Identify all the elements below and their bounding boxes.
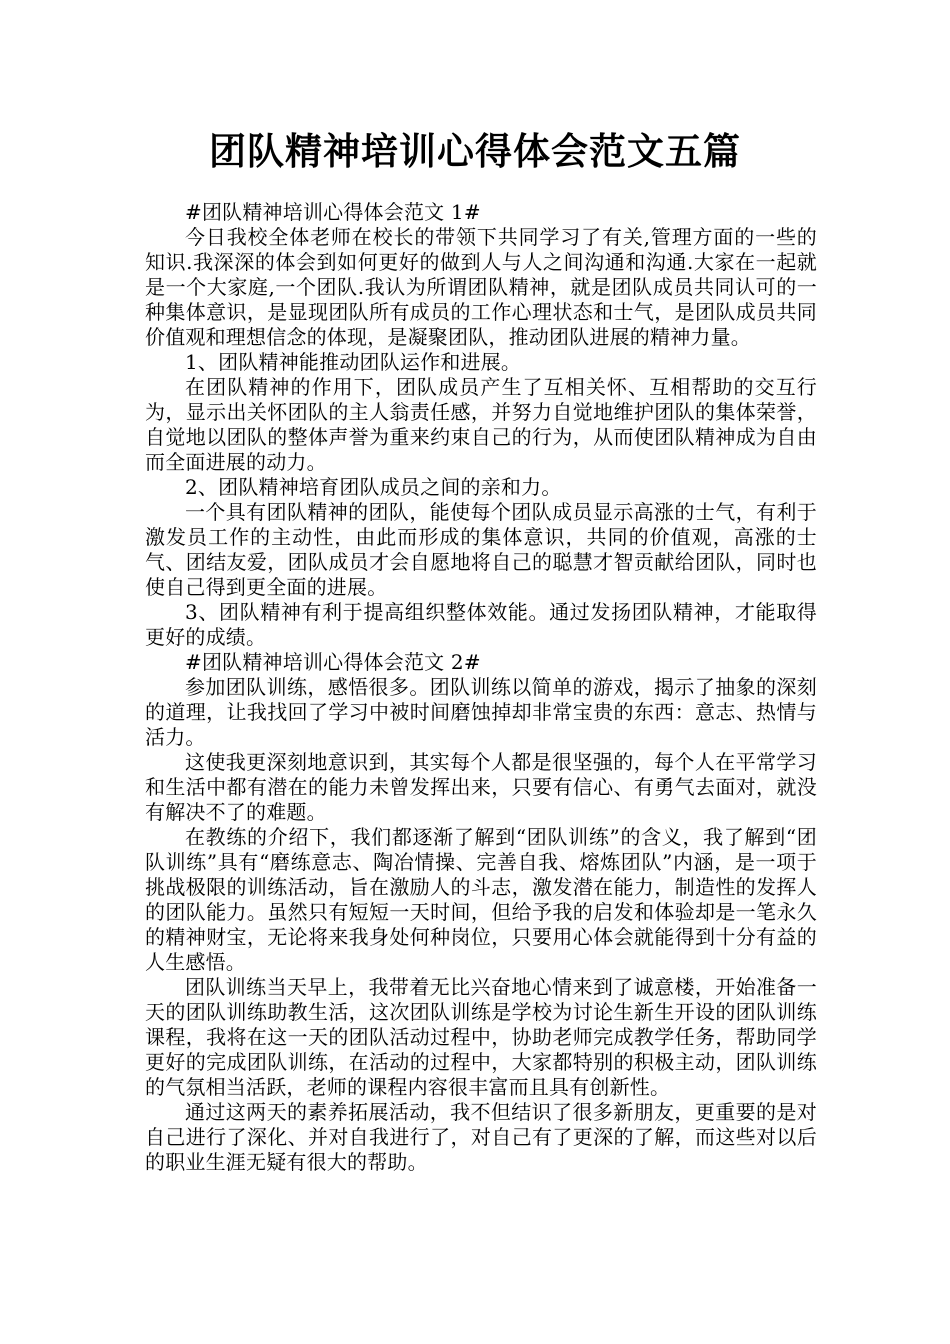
- list-point-1: 1、团队精神能推动团队运作和进展。: [185, 350, 522, 374]
- paragraph: 这使我更深刻地意识到，其实每个人都是很坚强的，每个人在平常学习和生活中都有潜在的能力未曾发挥出来，只要有信心、有勇气去面对，就没有解决不了的难题。: [145, 750, 817, 824]
- section-heading-1: #团队精神培训心得体会范文 1#: [185, 200, 481, 224]
- document-body: [145, 200, 817, 1175]
- list-point-2: 2、团队精神培育团队成员之间的亲和力。: [185, 475, 562, 499]
- paragraph: 团队训练当天早上，我带着无比兴奋地心情来到了诚意楼，开始准备一天的团队训练助教生活，这次团队训练是学校为讨论生新生开设的团队训练课程，我将在这一天的团队活动过程中，协助老师完成教学任务，帮助同学更好的完成团队训练，在活动的过程中，大家都特别的积极主动，团队训练的气氛相当活跃，老师的课程内容很丰富而且具有创新性。: [145, 975, 817, 1099]
- list-point-3: 3、团队精神有利于提高组织整体效能。通过发扬团队精神，才能取得更好的成绩。: [145, 600, 817, 649]
- paragraph: 通过这两天的素养拓展活动，我不但结识了很多新朋友，更重要的是对自己进行了深化、并对自我进行了，对自己有了更深的了解，而这些对以后的职业生涯无疑有很大的帮助。: [145, 1100, 817, 1174]
- paragraph: 参加团队训练，感悟很多。团队训练以简单的游戏，揭示了抽象的深刻的道理，让我找回了学习中被时间磨蚀掉却非常宝贵的东西：意志、热情与活力。: [145, 675, 817, 749]
- document-title: 团队精神培训心得体会范文五篇: [209, 130, 741, 173]
- section-heading-2: #团队精神培训心得体会范文 2#: [185, 650, 481, 674]
- paragraph: 今日我校全体老师在校长的带领下共同学习了有关,管理方面的一些的知识.我深深的体会到如何更好的做到人与人之间沟通和沟通.大家在一起就是一个大家庭,一个团队.我认为所谓团队精神，就是团队成员共同认可的一种集体意识，是显现团队所有成员的工作心理状态和士气，是团队成员共同价值观和理想信念的体现，是凝聚团队，推动团队进展的精神力量。: [145, 225, 817, 349]
- paragraph: 在教练的介绍下，我们都逐渐了解到“团队训练”的含义，我了解到“团队训练”具有“磨练意志、陶冶情操、完善自我、熔炼团队”内涵，是一项于挑战极限的训练活动，旨在激励人的斗志，激发潜在能力，制造性的发挥人的团队能力。虽然只有短短一天时间，但给予我的启发和体验却是一笔永久的精神财宝，无论将来我身处何种岗位，只要用心体会就能得到十分有益的人生感悟。: [145, 825, 817, 974]
- paragraph: 在团队精神的作用下，团队成员产生了互相关怀、互相帮助的交互行为，显示出关怀团队的主人翁责任感，并努力自觉地维护团队的集体荣誉，自觉地以团队的整体声誉为重来约束自己的行为，从而使团队精神成为自由而全面进展的动力。: [145, 375, 817, 474]
- paragraph: 一个具有团队精神的团队，能使每个团队成员显示高涨的士气，有利于激发员工作的主动性，由此而形成的集体意识，共同的价值观，高涨的士气、团结友爱，团队成员才会自愿地将自己的聪慧才智贡献给团队，同时也使自己得到更全面的进展。: [145, 500, 817, 599]
